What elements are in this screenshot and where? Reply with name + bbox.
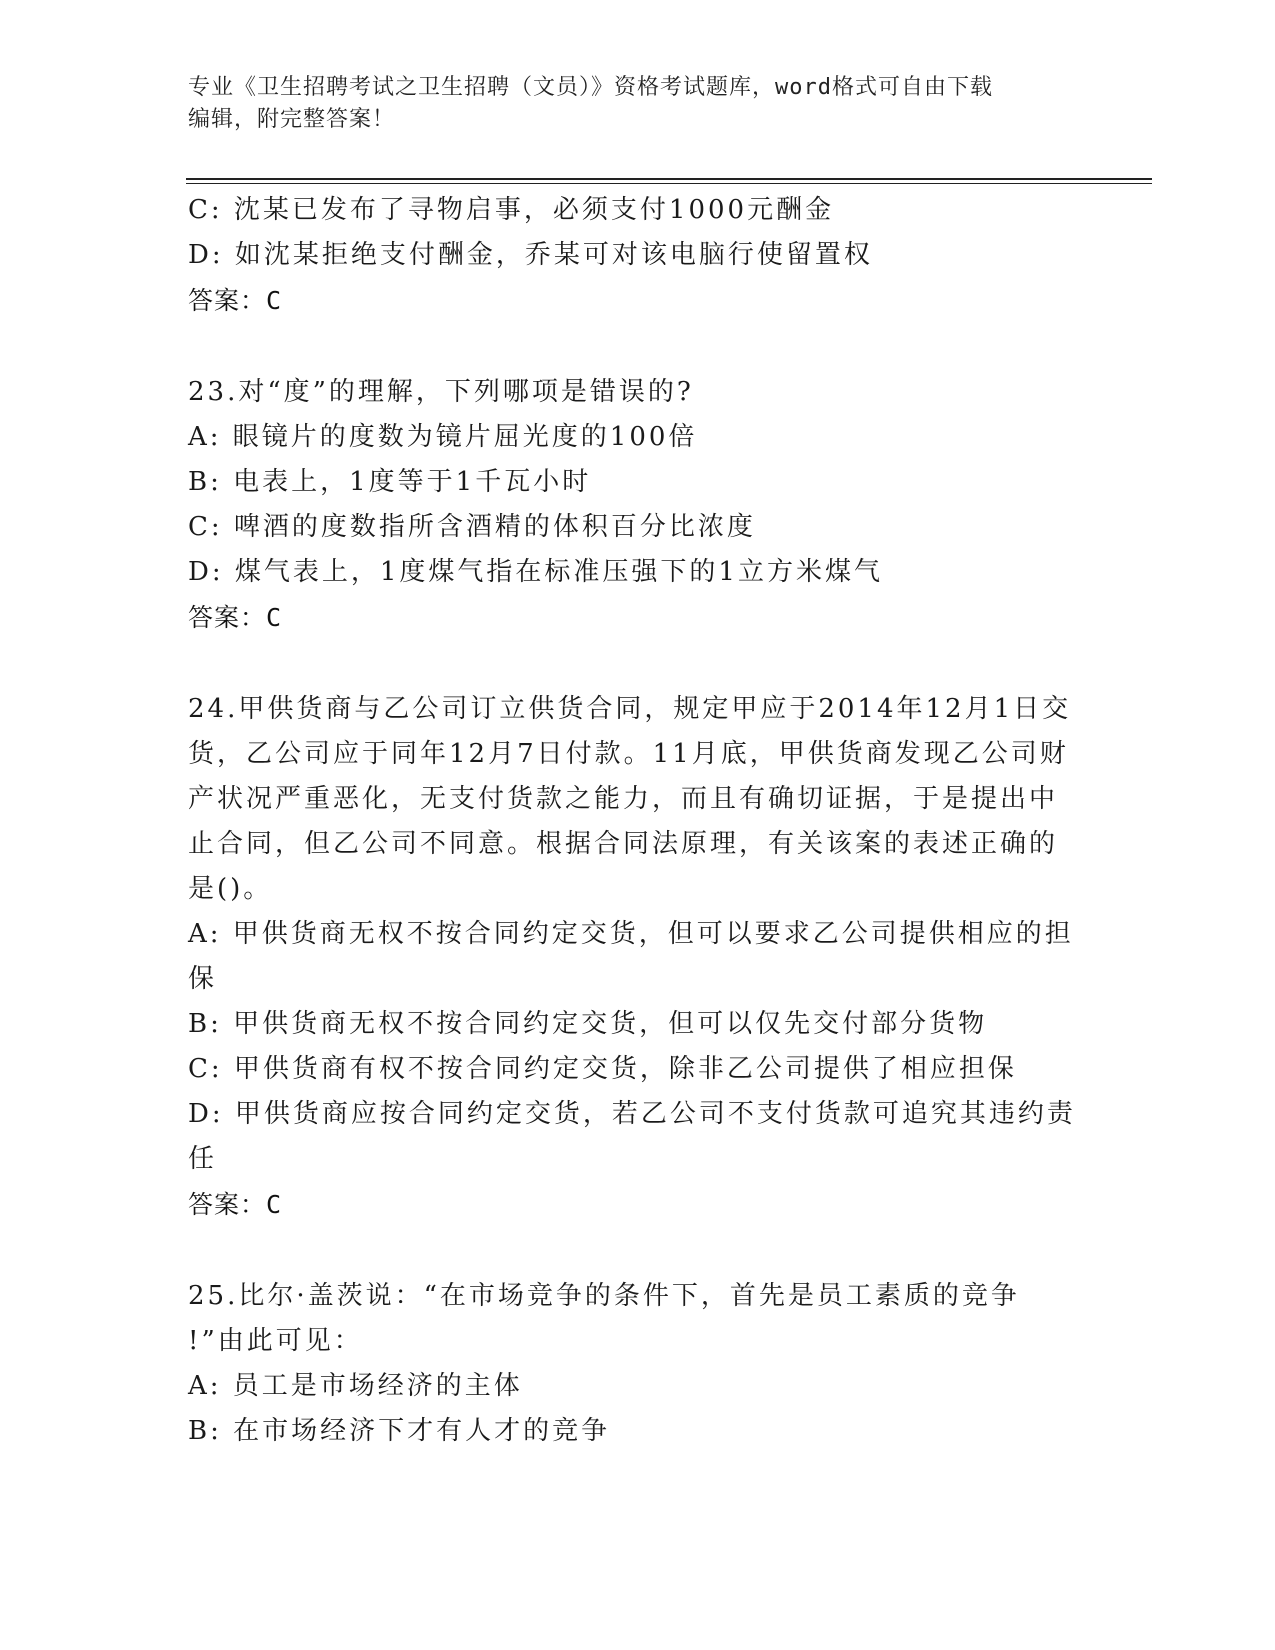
question-22 [188, 188, 1088, 323]
option-d-line-1: D: 甲供货商应按合同约定交货，若乙公司不支付货款可追究其违约责 [188, 1099, 1076, 1129]
option-d: D: 如沈某拒绝支付酬金，乔某可对该电脑行使留置权 [188, 240, 873, 270]
option-c: C: 甲供货商有权不按合同约定交货，除非乙公司提供了相应担保 [188, 1054, 1017, 1084]
question-stem-line-5: 是()。 [188, 874, 273, 904]
option-b: B: 甲供货商无权不按合同约定交货，但可以仅先交付部分货物 [188, 1009, 988, 1039]
option-a: A: 眼镜片的度数为镜片屈光度的100倍 [188, 422, 698, 452]
option-d-line-2: 任 [188, 1144, 218, 1174]
header-divider-thick [186, 178, 1152, 180]
option-d: D: 煤气表上，1度煤气指在标准压强下的1立方米煤气 [188, 557, 883, 587]
option-c: C: 啤酒的度数指所含酒精的体积百分比浓度 [188, 512, 756, 542]
answer: 答案：C [188, 1190, 283, 1219]
question-stem-line-1: 25.比尔·盖茨说：“在市场竞争的条件下，首先是员工素质的竞争 [188, 1281, 1020, 1311]
spacer [188, 1227, 1088, 1274]
question-stem-line-3: 产状况严重恶化，无支付货款之能力，而且有确切证据，于是提出中 [188, 784, 1059, 814]
question-stem-line-2: 货，乙公司应于同年12月7日付款。11月底，甲供货商发现乙公司财 [188, 739, 1069, 769]
question-content [188, 188, 1088, 1454]
option-b: B: 在市场经济下才有人才的竞争 [188, 1416, 611, 1446]
spacer [188, 323, 1088, 370]
option-c: C: 沈某已发布了寻物启事，必须支付1000元酬金 [188, 195, 835, 225]
question-stem-line-1: 24.甲供货商与乙公司订立供货合同，规定甲应于2014年12月1日交 [188, 694, 1072, 724]
header-divider-thin [186, 183, 1152, 184]
document-header [188, 72, 1088, 136]
question-stem: 23.对“度”的理解，下列哪项是错误的? [188, 377, 694, 407]
question-stem-line-2: !”由此可见： [188, 1326, 363, 1356]
question-24 [188, 687, 1088, 1227]
answer: 答案：C [188, 603, 283, 632]
header-line-2: 编辑，附完整答案！ [188, 107, 396, 132]
answer: 答案：C [188, 286, 283, 315]
spacer [188, 640, 1088, 687]
header-line-1: 专业《卫生招聘考试之卫生招聘（文员）》资格考试题库，word格式可自由下载 [188, 75, 993, 100]
question-23 [188, 370, 1088, 640]
question-stem-line-4: 止合同，但乙公司不同意。根据合同法原理，有关该案的表述正确的 [188, 829, 1059, 859]
option-a-line-2: 保 [188, 964, 218, 994]
option-a-line-1: A: 甲供货商无权不按合同约定交货，但可以要求乙公司提供相应的担 [188, 919, 1074, 949]
question-25 [188, 1274, 1088, 1454]
option-b: B: 电表上，1度等于1千瓦小时 [188, 467, 592, 497]
option-a: A: 员工是市场经济的主体 [188, 1371, 523, 1401]
